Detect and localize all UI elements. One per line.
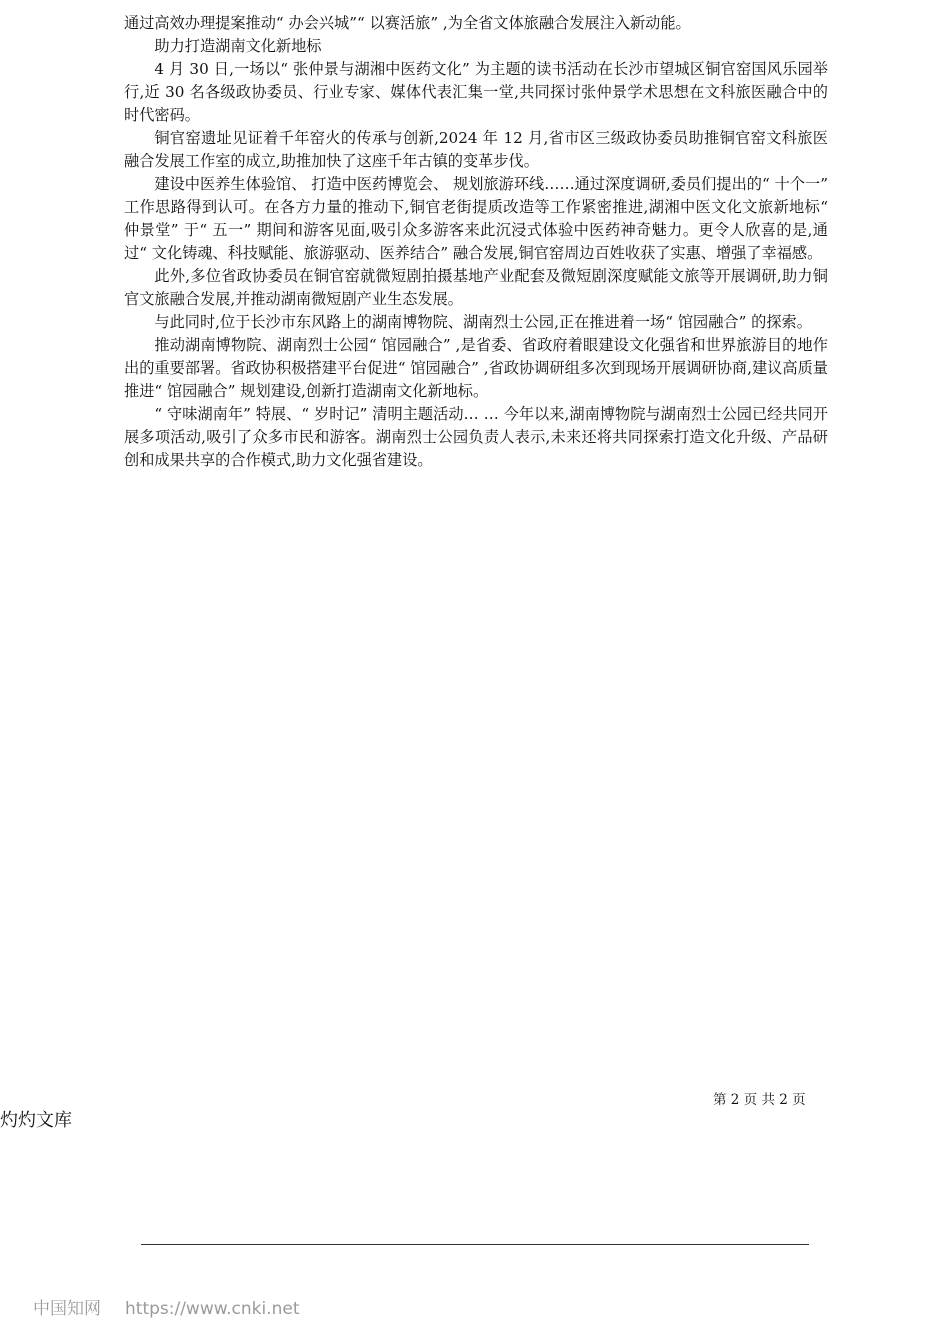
footer-divider [141,1244,809,1245]
paragraph: 此外,多位省政协委员在铜官窑就微短剧拍摄基地产业配套及微短剧深度赋能文旅等开展调研,助力铜官文旅融合发展,并推动湖南微短剧产业生态发展。 [124,267,828,308]
paragraph: “ 守味湖南年” 特展、“ 岁时记” 清明主题活动… … 今年以来,湖南博物院与湖南烈士公园已经共同开展多项活动,吸引了众多市民和游客。湖南烈士公园负责人表示,未来还将共同探索打造文化升级、产品研创和成果共享的合作模式,助力文化强省建设。 [124,405,828,469]
footer-brand: 中国知网 [33,1299,101,1319]
watermark-label: 灼灼文库 [0,1110,72,1131]
paragraph: 与此同时,位于长沙市东风路上的湖南博物院、湖南烈士公园,正在推进着一场“ 馆园融合” 的探索。 [154,313,812,331]
paragraph-continuation: 通过高效办理提案推动“ 办会兴城”“ 以赛活旅” ,为全省文体旅融合发展注入新动能。 [124,14,691,32]
article-body [124,12,828,472]
footer-url-link[interactable]: https://www.cnki.net [125,1299,300,1319]
paragraph: 4 月 30 日,一场以“ 张仲景与湖湘中医药文化” 为主题的读书活动在长沙市望城区铜官窑国风乐园举行,近 30 名各级政协委员、行业专家、媒体代表汇集一堂,共同探讨张仲景学术思想在文科旅医融合中的时代密码。 [124,60,828,124]
footer [33,1294,299,1319]
paragraph: 推动湖南博物院、湖南烈士公园“ 馆园融合” ,是省委、省政府着眼建设文化强省和世界旅游目的地作出的重要部署。省政协积极搭建平台促进“ 馆园融合” ,省政协调研组多次到现场开展调研协商,建议高质量推进“ 馆园融合” 规划建设,创新打造湖南文化新地标。 [124,336,828,400]
paragraph: 铜官窑遗址见证着千年窑火的传承与创新,2024 年 12 月,省市区三级政协委员助推铜官窑文科旅医融合发展工作室的成立,助推加快了这座千年古镇的变革步伐。 [124,129,828,170]
paragraph: 建设中医养生体验馆、 打造中医药博览会、 规划旅游环线……通过深度调研,委员们提出的“ 十个一” 工作思路得到认可。在各方力量的推动下,铜官老街提质改造等工作紧密推进,湖湘中医文化文旅新地标“ 仲景堂” 于“ 五一” 期间和游客见面,吸引众多游客来此沉浸式体验中医药神奇魅力。更令人欣喜的是,通过“ 文化铸魂、科技赋能、旅游驱动、医养结合” 融合发展,铜官窑周边百姓收获了实惠、增强了幸福感。 [124,175,828,262]
page-number: 第 2 页 共 2 页 [713,1092,806,1108]
section-heading: 助力打造湖南文化新地标 [154,37,322,55]
